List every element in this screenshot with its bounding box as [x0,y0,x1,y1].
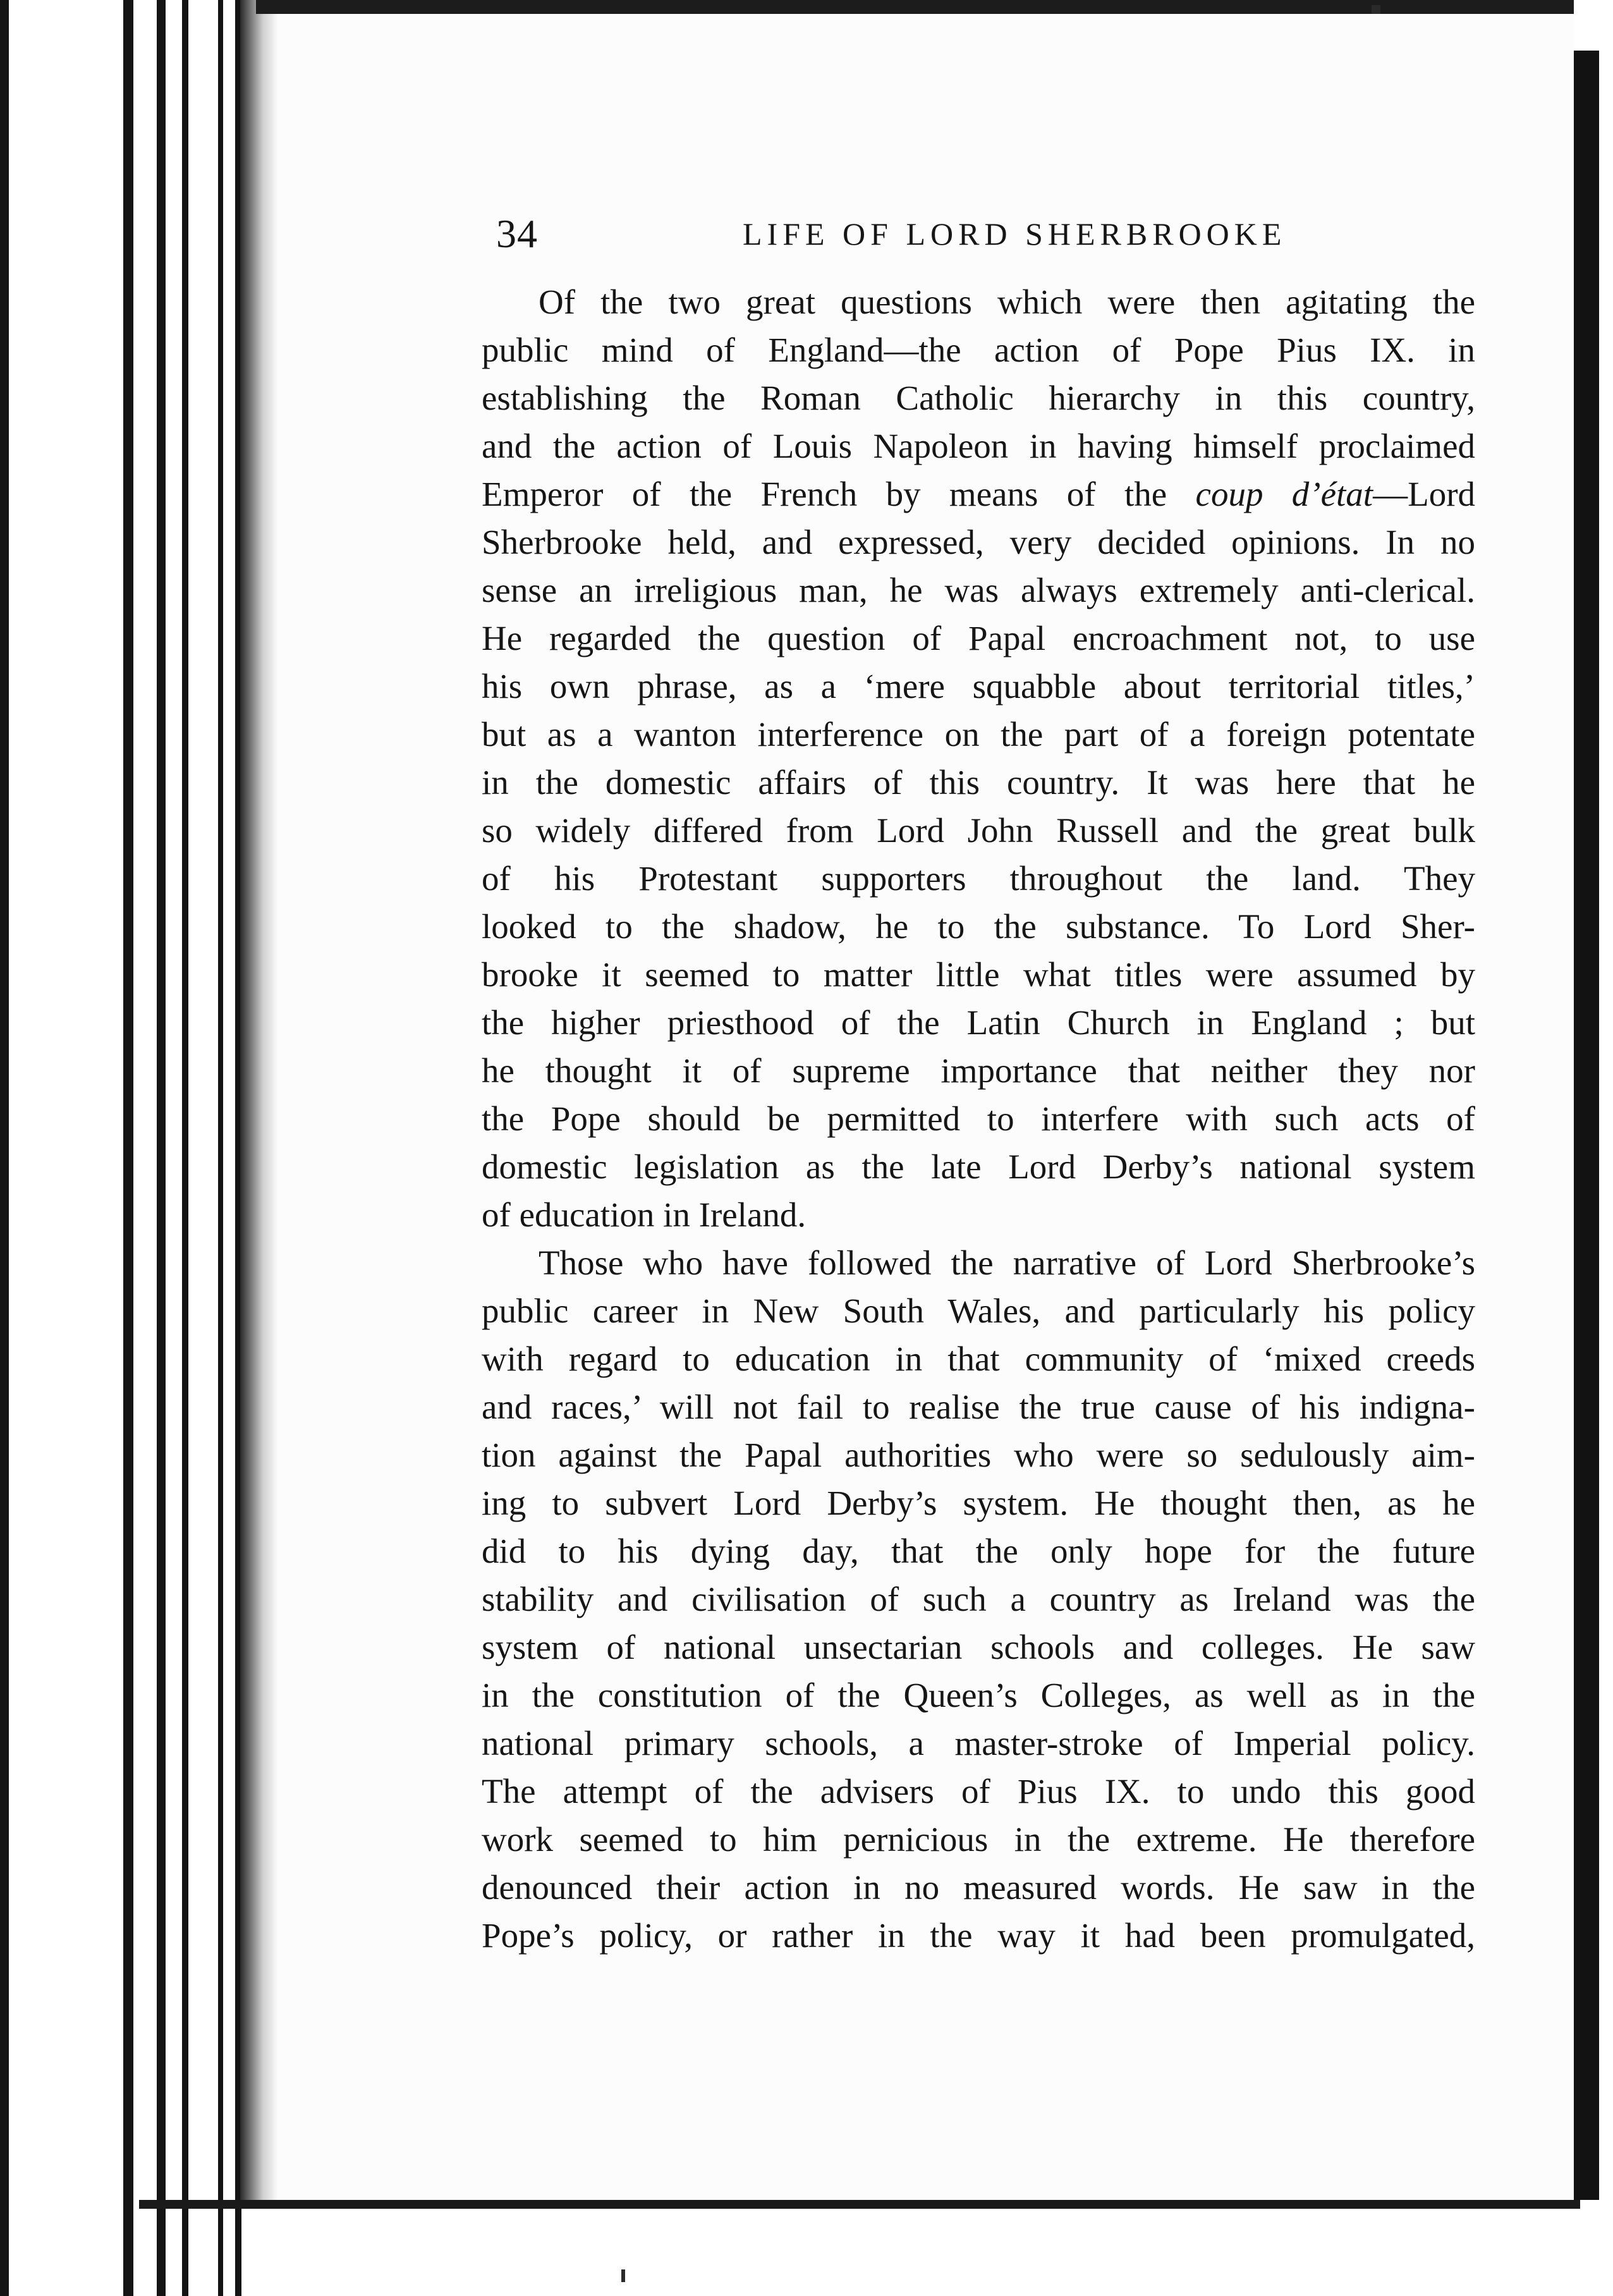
text-line: did to his dying day, that the only hope for the future [482,1532,1475,1570]
text-segment: Emperor of the French by means of the [482,475,1196,513]
text-line: of education in Ireland. [482,1195,806,1234]
text-line: public career in New South Wales, and particularly his policy [482,1292,1475,1330]
page-bottom-edge [139,2200,1580,2209]
scan-speck [1372,5,1380,14]
text-line: with regard to education in that community of ‘mixed creeds [482,1340,1475,1378]
italic-phrase: coup d’état [1195,475,1373,513]
text-line: He regarded the question of Papal encroachment not, to use [482,619,1475,657]
text-line: national primary schools, a master-stroke of Imperial policy. [482,1724,1475,1762]
text-line: system of national unsectarian schools and colleges. He saw [482,1628,1475,1666]
text-line: tion against the Papal authorities who were so sedulously aim- [482,1436,1475,1474]
text-line: stability and civilisation of such a country as Ireland was the [482,1580,1475,1618]
text-line: Those who have followed the narrative of Lord Sherbrooke’s [539,1243,1475,1282]
page-edge-stripe [182,0,188,2296]
page-edge-stripe [0,0,9,2296]
body-text [482,278,1475,1960]
page-edge-stripe [123,0,133,2296]
text-line: Sherbrooke held, and expressed, very decided opinions. In no [482,523,1475,561]
text-line [482,470,1475,518]
paragraph-1 [482,278,1475,1239]
text-line: and races,’ will not fail to realise the true cause of his indigna- [482,1388,1475,1426]
text-line: in the domestic affairs of this country. It was here that he [482,763,1475,802]
text-segment: —Lord [1373,475,1476,513]
text-line: of his Protestant supporters throughout the land. They [482,859,1475,898]
text-line: denounced their action in no measured words. He saw in the [482,1868,1475,1907]
text-line: but as a wanton interference on the part of a foreign potentate [482,715,1475,754]
text-line: in the constitution of the Queen’s Colleges, as well as in the [482,1676,1475,1714]
text-line: public mind of England—the action of Pope Pius IX. in [482,331,1475,369]
running-title: LIFE OF LORD SHERBROOKE [743,216,1287,252]
text-line: ing to subvert Lord Derby’s system. He thought then, as he [482,1484,1475,1522]
paragraph-2 [482,1239,1475,1960]
text-line: so widely differed from Lord John Russell and the great bulk [482,811,1475,850]
text-line: sense an irreligious man, he was always extremely anti-clerical. [482,571,1475,609]
text-line: The attempt of the advisers of Pius IX. to undo this good [482,1772,1475,1811]
page-right-edge [1574,51,1599,2200]
text-line: and the action of Louis Napoleon in having himself proclaimed [482,427,1475,465]
text-line: the Pope should be permitted to interfere with such acts of [482,1099,1475,1138]
scan-speck [621,2269,625,2282]
page-edge-stripe [218,0,223,2296]
text-line: brooke it seemed to matter little what titles were assumed by [482,955,1475,994]
text-line: the higher priesthood of the Latin Church in England ; but [482,1003,1475,1042]
running-head [496,211,1482,261]
text-line: Of the two great questions which were then agitating the [539,283,1475,321]
page-edge-stripe [157,0,166,2296]
text-line: domestic legislation as the late Lord Derby’s national system [482,1147,1475,1186]
text-line: establishing the Roman Catholic hierarchy in this country, [482,379,1475,417]
text-line: Pope’s policy, or rather in the way it had been promulgated, [482,1916,1475,1955]
text-line: he thought it of supreme importance that neither they nor [482,1051,1475,1090]
text-line: work seemed to him pernicious in the extreme. He therefore [482,1820,1475,1859]
gutter-shadow [240,0,278,2200]
text-line: his own phrase, as a ‘mere squabble about territorial titles,’ [482,667,1475,705]
text-line: looked to the shadow, he to the substance. To Lord Sher- [482,907,1475,946]
page-number: 34 [496,211,538,256]
